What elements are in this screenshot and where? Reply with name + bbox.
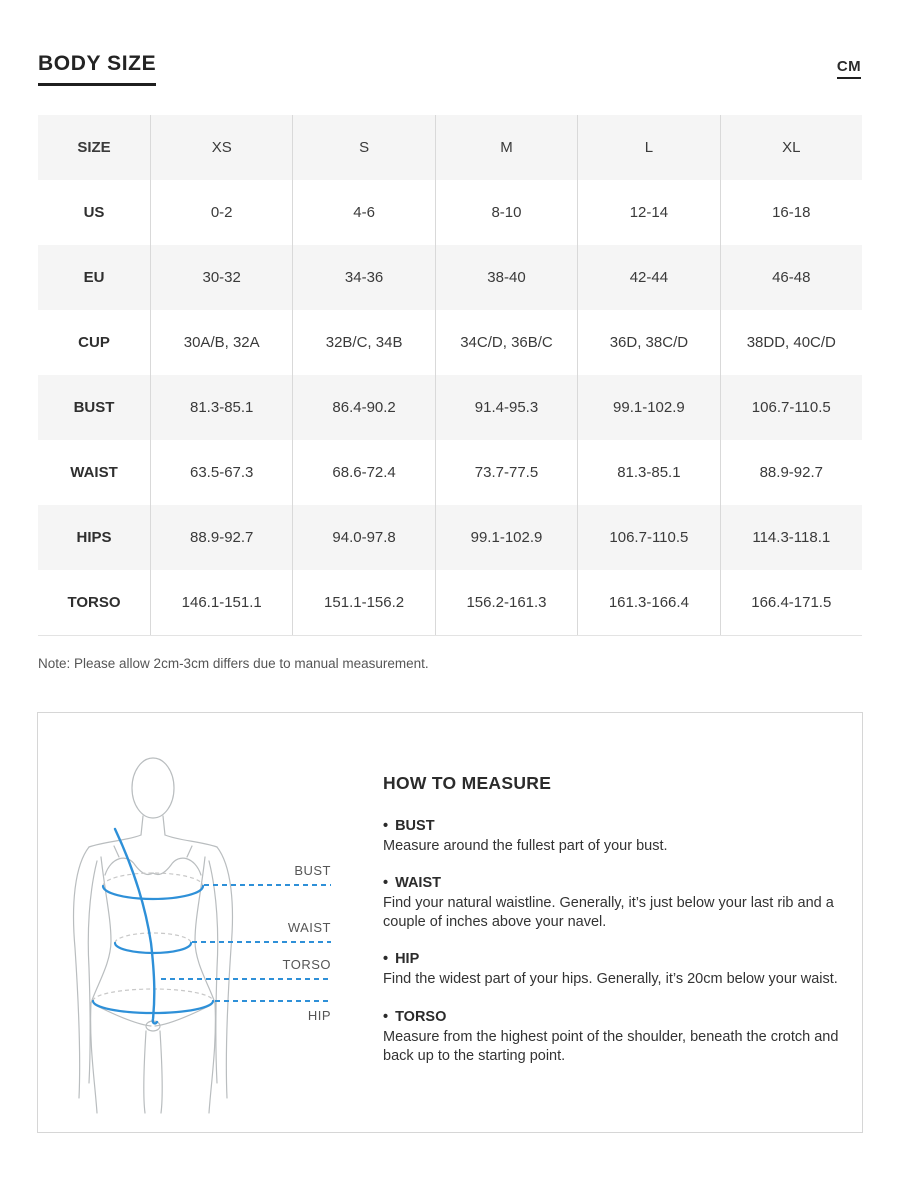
waist-back-dashed-arc [115,933,191,943]
figure-label-waist: WAIST [287,920,331,935]
size-table-value-cell: 0-2 [150,180,292,245]
size-table-value-cell: 151.1-156.2 [292,570,434,635]
size-table-value-cell: 81.3-85.1 [150,375,292,440]
size-table [38,115,862,636]
guide-item-text: Measure around the fullest part of your bust. [383,838,668,854]
size-table-value-cell: 16-18 [720,180,862,245]
size-table-value-cell: 32B/C, 34B [292,310,434,375]
guide-item-label: • WAIST [383,875,441,892]
size-table-header-row [38,115,862,180]
size-table-col-header: S [292,115,434,180]
size-table-value-cell: 30-32 [150,245,292,310]
size-table-value-cell: 94.0-97.8 [292,505,434,570]
size-table-value-cell: 91.4-95.3 [435,375,577,440]
bullet-icon: • [383,1008,389,1025]
size-table-value-cell: 38DD, 40C/D [720,310,862,375]
size-table-row-hips [38,505,862,570]
guide-item-torso [383,1009,841,1066]
guide-item-text: Find your natural waistline. Generally, it’s just below your last rib and a couple of inches above your navel. [383,895,834,931]
guide-item-label: • TORSO [383,1008,447,1025]
size-table-value-cell: 42-44 [577,245,719,310]
size-table-value-cell: 88.9-92.7 [150,505,292,570]
size-table-value-cell: 106.7-110.5 [577,505,719,570]
guide-item-text: Measure from the highest point of the shoulder, beneath the crotch and back up to the starting point. [383,1028,839,1064]
size-table-value-cell: 73.7-77.5 [435,440,577,505]
size-table-row-label: US [83,204,105,221]
size-table-row-label: BUST [73,399,115,416]
size-table-value-cell: 156.2-161.3 [435,570,577,635]
size-table-value-cell: 34-36 [292,245,434,310]
size-table-value-cell: 38-40 [435,245,577,310]
measurement-note: Note: Please allow 2cm-3cm differs due to manual measurement. [38,656,429,671]
size-table-row-label: HIPS [76,529,112,546]
bullet-icon: • [383,875,389,892]
size-table-corner-header: SIZE [77,139,111,156]
size-table-value-cell: 161.3-166.4 [577,570,719,635]
size-table-value-cell: 146.1-151.1 [150,570,292,635]
figure-label-hip: HIP [307,1008,331,1023]
size-table-row-label: WAIST [70,464,118,481]
size-table-value-cell: 36D, 38C/D [577,310,719,375]
guide-item-waist [383,875,841,932]
guide-item-bust [383,818,841,856]
guide-item-label: • HIP [383,951,420,968]
size-table-row-label: CUP [78,334,110,351]
how-to-measure-panel [37,712,863,1133]
guide-title: HOW TO MEASURE [383,773,552,793]
size-table-value-cell: 12-14 [577,180,719,245]
page-title: BODY SIZE [38,52,156,86]
size-table-value-cell: 99.1-102.9 [577,375,719,440]
guide-item-hip [383,951,841,989]
body-figure-illustration [41,753,341,1133]
size-table-col-header: XL [720,115,862,180]
size-table-row-bust [38,375,862,440]
size-table-value-cell: 166.4-171.5 [720,570,862,635]
size-table-row-cup [38,310,862,375]
size-table-value-cell: 34C/D, 36B/C [435,310,577,375]
size-table-row-us [38,180,862,245]
size-table-row-label: EU [83,269,105,286]
bullet-icon: • [383,818,389,834]
size-table-row-waist [38,440,862,505]
size-table-value-cell: 106.7-110.5 [720,375,862,440]
guide-item-label: • BUST [383,818,435,834]
body-figure [41,753,341,1133]
size-table-col-header: M [435,115,577,180]
size-table-row-label: TORSO [67,594,121,611]
size-table-row-torso [38,570,862,635]
size-table-value-cell: 99.1-102.9 [435,505,577,570]
size-table-value-cell: 68.6-72.4 [292,440,434,505]
size-table-value-cell: 8-10 [435,180,577,245]
bullet-icon: • [383,951,389,968]
size-table-value-cell: 81.3-85.1 [577,440,719,505]
size-table-value-cell: 86.4-90.2 [292,375,434,440]
size-table-row-eu [38,245,862,310]
how-to-measure-guide [383,773,841,1085]
guide-item-text: Find the widest part of your hips. Generally, it’s 20cm below your waist. [383,971,838,988]
size-table-value-cell: 4-6 [292,180,434,245]
size-table-value-cell: 63.5-67.3 [150,440,292,505]
figure-label-bust: BUST [294,863,331,878]
size-table-col-header: L [577,115,719,180]
bust-measure-line [103,886,203,899]
size-table-col-header: XS [150,115,292,180]
size-table-value-cell: 88.9-92.7 [720,440,862,505]
unit-toggle-cm[interactable]: CM [837,58,861,79]
size-table-value-cell: 30A/B, 32A [150,310,292,375]
figure-head [132,758,174,818]
size-table-value-cell: 114.3-118.1 [720,505,862,570]
size-table-value-cell: 46-48 [720,245,862,310]
figure-label-torso: TORSO [282,957,331,972]
bust-back-dashed-arc [103,873,203,886]
